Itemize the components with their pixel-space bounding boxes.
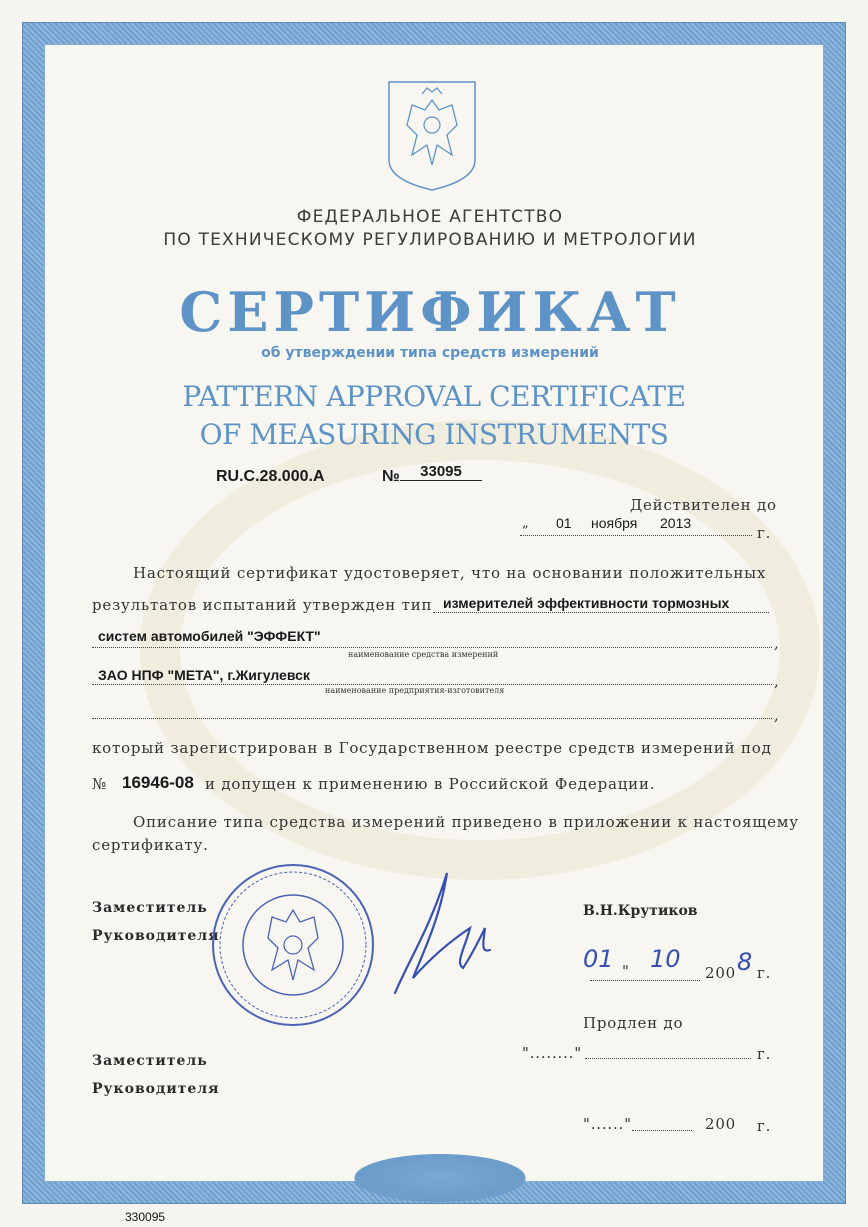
agency-line-2: ПО ТЕХНИЧЕСКОМУ РЕГУЛИРОВАНИЮ И МЕТРОЛОГИИ	[163, 230, 697, 250]
signatory-name: В.Н.Крутиков	[583, 903, 698, 919]
signatory-role-line-2: Руководителя	[92, 928, 220, 944]
paragraph-2-line-2: и допущен к применению в Российской Федерации.	[205, 775, 656, 793]
paragraph-2-line-1: который зарегистрирован в Государственном реестре средств измерений под	[92, 739, 772, 757]
validity-month: ноября	[591, 515, 638, 531]
registry-number: 16946-08	[122, 773, 194, 792]
paragraph-3-line-2: сертификату.	[92, 836, 209, 854]
paragraph-1-line-1: Настоящий сертификат удостоверяет, что на основании положительных	[133, 564, 767, 582]
certificate-title: СЕРТИФИКАТ	[179, 280, 681, 344]
signature-date-day: 01	[583, 945, 614, 973]
certificate-subtitle: об утверждении типа средств измерений	[261, 345, 599, 361]
serial-number: 330095	[125, 1210, 166, 1224]
registration-code: RU.C.28.000.A	[216, 468, 325, 485]
bottom-ornament	[340, 1150, 540, 1206]
validity-label: Действителен до	[630, 496, 777, 514]
signature-date-month: 10	[650, 945, 681, 973]
paragraph-3-line-1: Описание типа средства измерений приведено в приложении к настоящему	[133, 813, 799, 831]
signatory2-date-quote: "......"	[583, 1115, 632, 1133]
signatory2-date-suffix: г.	[757, 1117, 772, 1135]
signature-mark	[385, 858, 515, 1018]
instrument-name-part-2: систем автомобилей "ЭФФЕКТ"	[98, 628, 321, 644]
signatory2-role-line-1: Заместитель	[92, 1053, 208, 1069]
agency-line-1: ФЕДЕРАЛЬНОЕ АГЕНТСТВО	[296, 207, 564, 227]
validity-day: 01	[556, 515, 572, 531]
instrument-name-part-1: измерителей эффективности тормозных	[443, 595, 730, 611]
signature-date-year: 200	[705, 964, 737, 982]
signatory2-date-year: 200	[705, 1115, 737, 1133]
extension-suffix: г.	[757, 1045, 772, 1063]
manufacturer-caption: наименование предприятия-изготовителя	[325, 686, 505, 695]
signatory2-role-line-2: Руководителя	[92, 1081, 220, 1097]
coat-of-arms-icon	[387, 80, 477, 192]
instrument-caption: наименование средства измерений	[348, 650, 499, 659]
validity-suffix: г.	[757, 524, 772, 542]
registry-no-label: №	[92, 775, 107, 793]
validity-year: 2013	[660, 515, 692, 531]
signature-date-suffix: г.	[757, 964, 772, 982]
signatory-role-line-1: Заместитель	[92, 900, 208, 916]
number-sign: №	[382, 468, 400, 485]
official-seal-icon	[208, 860, 378, 1030]
validity-dotline	[520, 535, 752, 536]
english-title-line-2: OF MEASURING INSTRUMENTS	[199, 418, 669, 451]
signature-date-year-hand: 8	[737, 948, 753, 976]
manufacturer-name: ЗАО НПФ "МЕТА", г.Жигулевск	[98, 667, 310, 683]
english-title-line-1: PATTERN APPROVAL CERTIFICATE	[182, 380, 686, 413]
extension-quote-dots: "........"	[522, 1044, 582, 1062]
paragraph-1-line-2: результатов испытаний утвержден тип	[92, 596, 433, 614]
certificate-number: 33095	[400, 463, 482, 481]
extension-label: Продлен до	[583, 1014, 684, 1032]
